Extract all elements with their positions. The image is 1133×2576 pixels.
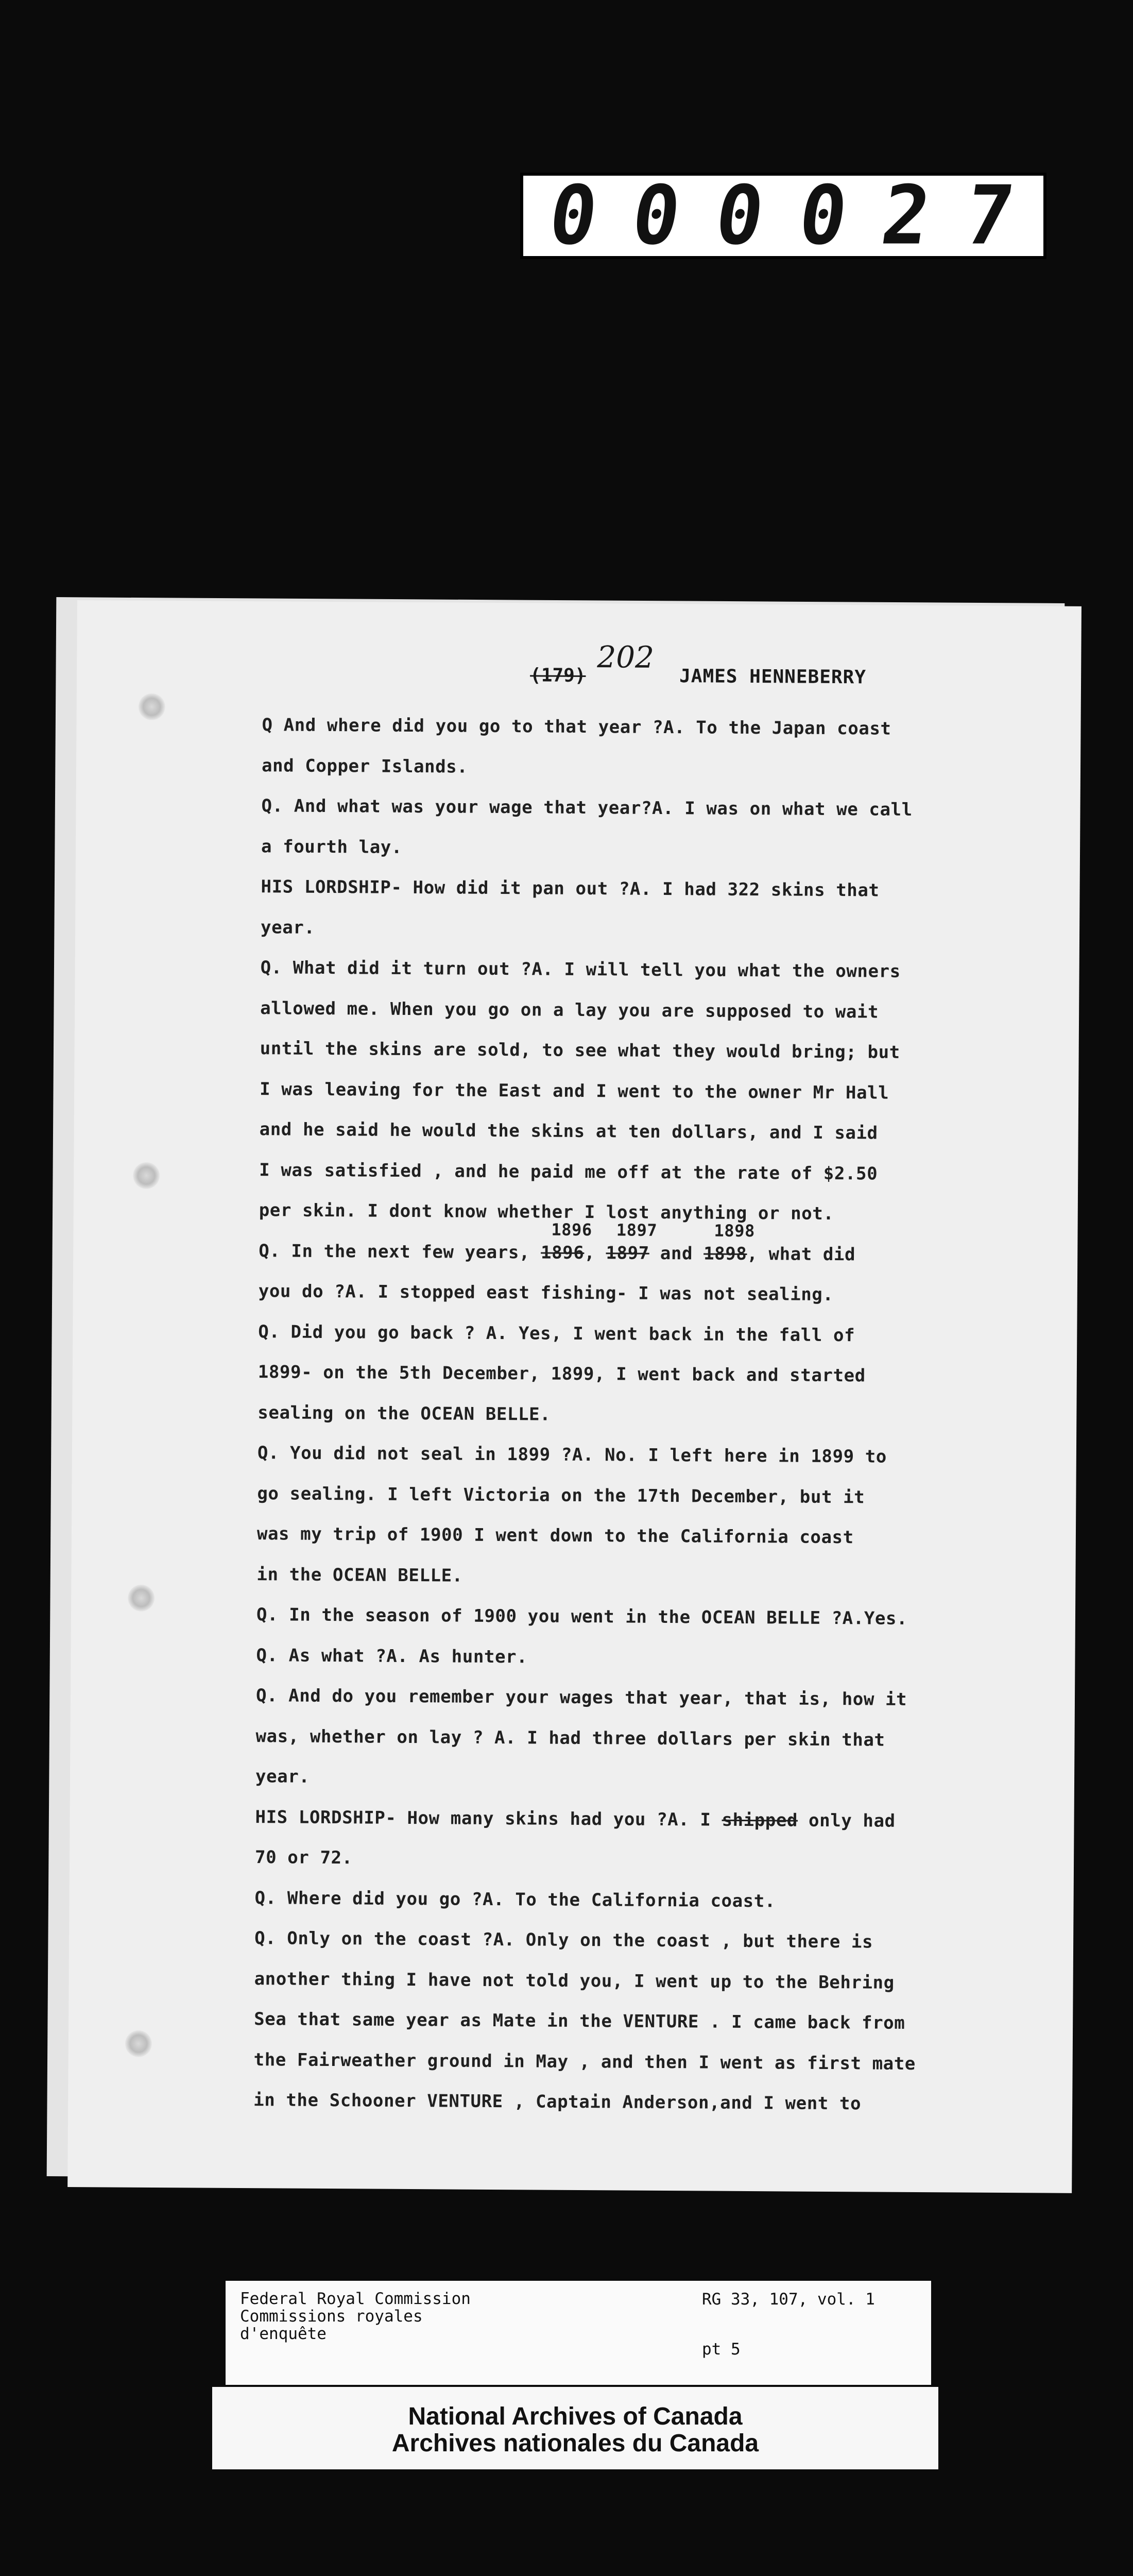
corrected-year: 1896: [551, 1219, 592, 1240]
transcript-line: per skin. I dont know whether I lost anything or not.: [259, 1200, 834, 1224]
line-text: , what did: [747, 1243, 856, 1265]
commission-name: [240, 2290, 471, 2343]
record-group-reference: RG 33, 107, vol. 1: [702, 2290, 875, 2309]
frame-digit: 0: [793, 168, 857, 263]
transcript-line: I was satisfied , and he paid me off at the rate of $2.50: [259, 1159, 878, 1184]
transcript-line: was my trip of 1900 I went down to the California coast: [256, 1523, 854, 1548]
year-correction: [606, 1219, 658, 1264]
transcript-line: a fourth lay.: [261, 836, 403, 858]
commission-fr-2: d'enquête: [240, 2325, 327, 2343]
punch-hole: [125, 2030, 152, 2057]
transcript-line: Q. In the season of 1900 you went in the OCEAN BELLE ?A.Yes.: [256, 1604, 908, 1629]
transcript-line: and he said he would the skins at ten dollars, and I said: [259, 1119, 878, 1144]
archive-name-en: National Archives of Canada: [408, 2403, 743, 2430]
punch-hole: [139, 693, 165, 720]
transcript-line: Q. Did you go back ? A. Yes, I went back in the fall of: [258, 1321, 855, 1346]
frame-digit: 0: [543, 168, 607, 263]
transcript-line: in the Schooner VENTURE , Captain Anderson,and I went to: [253, 2090, 862, 2114]
transcript-line: Q. What did it turn out ?A. I will tell you what the owners: [260, 957, 901, 982]
transcript-line: in the OCEAN BELLE.: [256, 1564, 463, 1586]
line-text: Q. In the next few years,: [259, 1240, 541, 1263]
frame-number-box: [520, 168, 1046, 263]
transcript-line: go sealing. I left Victoria on the 17th December, but it: [257, 1483, 865, 1507]
transcript-line: and Copper Islands.: [261, 755, 468, 777]
corrected-year: 1898: [714, 1221, 756, 1241]
transcript-line: allowed me. When you go on a lay you are supposed to wait: [260, 997, 879, 1023]
transcript-line: sealing on the OCEAN BELLE.: [258, 1402, 551, 1425]
transcript-line: the Fairweather ground in May , and then I went as first mate: [253, 2049, 916, 2074]
transcript-line: Q. Where did you go ?A. To the California coast.: [254, 1887, 776, 1911]
part-number: pt 5: [702, 2340, 741, 2359]
frame-digit: 0: [710, 168, 774, 263]
transcript-line: Q. As what ?A. As hunter.: [256, 1645, 528, 1667]
transcript-line: 1899- on the 5th December, 1899, I went back and started: [258, 1362, 866, 1386]
document-page: [67, 600, 1082, 2193]
line-text: HIS LORDSHIP- How many skins had you ?A. I: [255, 1806, 722, 1831]
transcript-line: Q. You did not seal in 1899 ?A. No. I left here in 1899 to: [257, 1443, 887, 1467]
struck-year: 1896: [540, 1242, 585, 1263]
witness-name: JAMES HENNEBERRY: [679, 666, 867, 688]
struck-word: shipped: [722, 1809, 798, 1831]
transcript-line: until the skins are sold, to see what they would bring; but: [260, 1038, 900, 1063]
commission-en: Federal Royal Commission: [240, 2290, 471, 2308]
old-page-number: (179): [530, 665, 586, 687]
frame-digit: 0: [626, 168, 691, 263]
line-text: only had: [797, 1810, 896, 1832]
struck-year: 1897: [606, 1242, 649, 1264]
struck-year: 1898: [703, 1243, 747, 1264]
transcript-line: I was leaving for the East and I went to the owner Mr Hall: [260, 1078, 889, 1104]
transcript-line: Q. And what was your wage that year?A. I was on what we call: [261, 795, 913, 820]
line-text: and: [649, 1243, 704, 1264]
transcript-line: Q. Only on the coast ?A. Only on the coast , but there is: [254, 1928, 873, 1953]
transcript-line: you do ?A. I stopped east fishing- I was not sealing.: [258, 1281, 834, 1305]
transcript-line: Sea that same year as Mate in the VENTURE . I came back from: [254, 2009, 905, 2033]
frame-digit: 2: [876, 168, 940, 263]
year-correction: [540, 1219, 592, 1263]
archive-reference-label: [226, 2281, 931, 2385]
transcript-body: [253, 715, 1045, 2135]
transcript-line: another thing I have not told you, I went up to the Behring: [254, 1968, 895, 1993]
transcript-line: was, whether on lay ? A. I had three dollars per skin that: [255, 1725, 885, 1751]
archive-name-label: [212, 2387, 938, 2469]
punch-hole: [133, 1162, 160, 1189]
year-correction: [703, 1221, 756, 1264]
transcript-line: Q. And do you remember your wages that year, that is, how it: [255, 1685, 907, 1710]
transcript-line: year.: [261, 917, 315, 938]
handwritten-page-number: 202: [597, 639, 655, 675]
punch-hole: [128, 1585, 154, 1612]
transcript-line: HIS LORDSHIP- How did it pan out ?A. I had 322 skins that: [261, 876, 880, 901]
transcript-line: 70 or 72.: [254, 1847, 353, 1869]
transcript-line: year.: [255, 1766, 310, 1787]
frame-digit: 7: [959, 168, 1024, 263]
transcript-line-years: Q. In the next few years, 1896 1896 , 1897 1897 and 1898 1898 , what did: [259, 1219, 856, 1265]
transcript-line-skins: [255, 1807, 1038, 1852]
transcript-line: Q And where did you go to that year ?A. To the Japan coast: [262, 715, 891, 739]
archive-name-fr: Archives nationales du Canada: [391, 2430, 759, 2457]
page-header: [530, 639, 867, 688]
commission-fr: Commissions royales: [240, 2307, 423, 2326]
corrected-year: 1897: [616, 1219, 658, 1240]
